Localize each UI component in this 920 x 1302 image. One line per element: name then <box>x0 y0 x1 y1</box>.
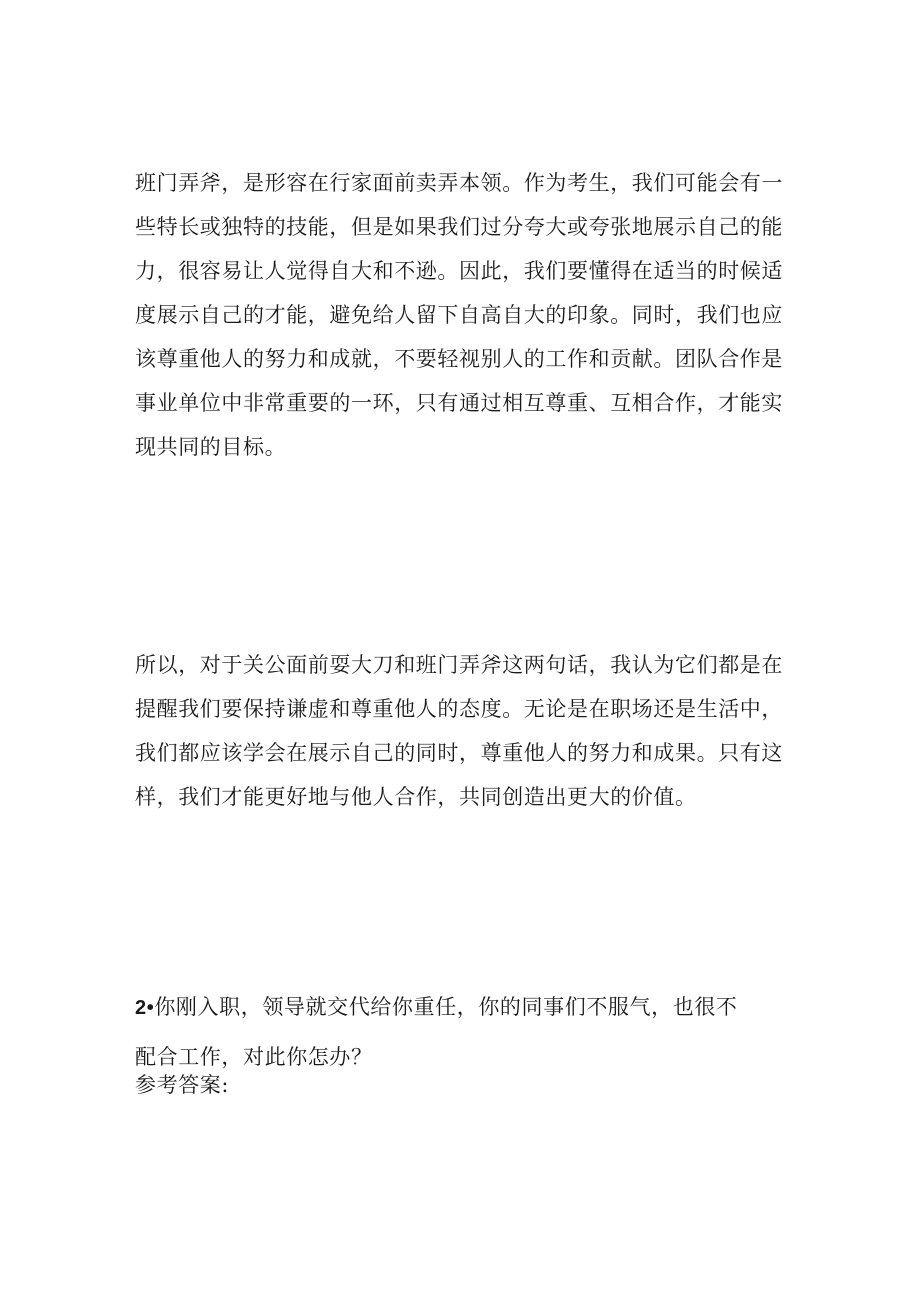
question-text: 你刚入职，领导就交代给你重任，你的同事们不服气，也很不 <box>154 995 738 1019</box>
paragraph-line: 我们都应该学会在展示自己的同时，尊重他人的努力和成果。只有这 <box>135 741 783 765</box>
paragraph-line: 度展示自己的才能，避免给人留下自高自大的印象。同时，我们也应 <box>135 303 783 327</box>
question-number: 2• <box>135 997 155 1019</box>
paragraph-line: 班门弄斧，是形容在行家面前卖弄本领。作为考生，我们可能会有一 <box>135 171 783 195</box>
question-line-2: 配合工作，对此你怎办？ <box>135 1045 373 1069</box>
question-line-1 <box>135 994 795 1021</box>
paragraph-line: 该尊重他人的努力和成就，不要轻视别人的工作和贡献。团队合作是 <box>135 347 783 371</box>
paragraph-line: 所以，对于关公面前耍大刀和班门弄斧这两句话，我认为它们都是在 <box>135 653 783 677</box>
paragraph-line: 提醒我们要保持谦虚和尊重他人的态度。无论是在职场还是生活中， <box>135 697 783 721</box>
paragraph-line: 些特长或独特的技能，但是如果我们过分夸大或夸张地展示自己的能 <box>135 215 783 239</box>
paragraph-line: 力，很容易让人觉得自大和不逊。因此，我们要懂得在适当的时候适 <box>135 259 783 283</box>
paragraph-line: 现共同的目标。 <box>135 435 287 459</box>
paragraph-line: 事业单位中非常重要的一环，只有通过相互尊重、互相合作，才能实 <box>135 391 783 415</box>
paragraph-line: 样，我们才能更好地与他人合作，共同创造出更大的价值。 <box>135 785 697 809</box>
answer-label: 参考答案: <box>135 1073 230 1097</box>
